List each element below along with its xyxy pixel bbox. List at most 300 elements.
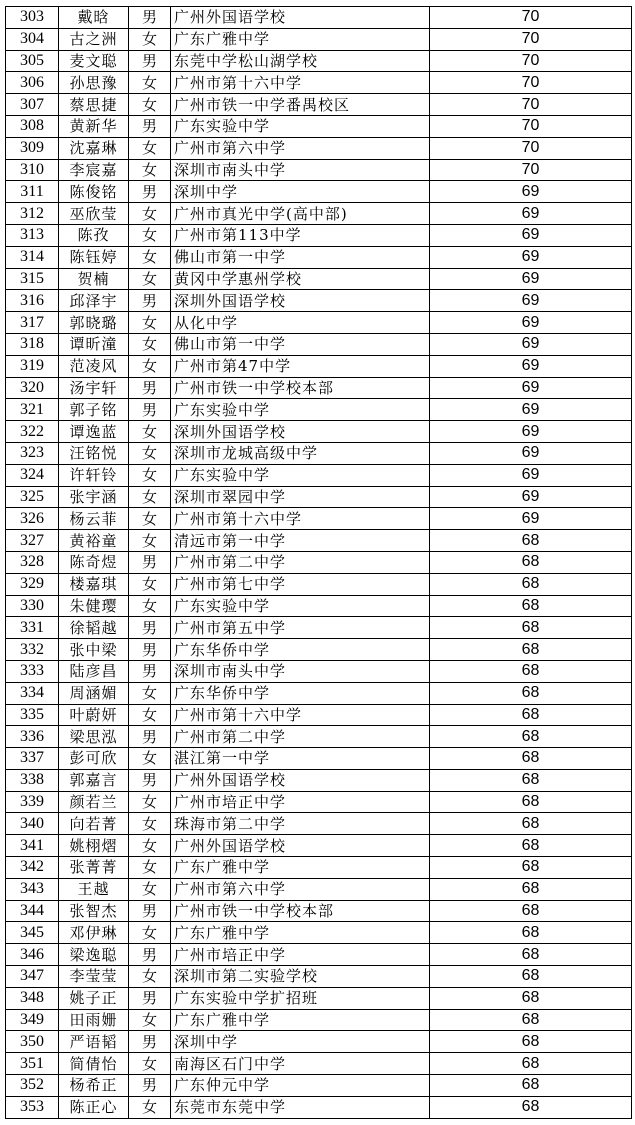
score-cell: 68: [430, 878, 632, 900]
student-name-cell: 古之洲: [59, 28, 129, 50]
school-cell: 深圳中学: [171, 1031, 430, 1053]
school-cell: 佛山市第一中学: [171, 246, 430, 268]
score-cell: 68: [430, 1031, 632, 1053]
table-row: [6, 704, 632, 726]
table-row: [6, 791, 632, 813]
rank-cell: 319: [6, 355, 59, 377]
table-row: [6, 595, 632, 617]
gender-cell: 女: [129, 203, 171, 225]
rank-cell: 308: [6, 115, 59, 137]
student-name-cell: 沈嘉琳: [59, 137, 129, 159]
rank-cell: 305: [6, 50, 59, 72]
table-row: [6, 900, 632, 922]
table-row: [6, 1096, 632, 1118]
rank-cell: 341: [6, 835, 59, 857]
student-name-cell: 朱健璎: [59, 595, 129, 617]
table-row: [6, 813, 632, 835]
student-name-cell: 向若菁: [59, 813, 129, 835]
table-row: [6, 987, 632, 1009]
gender-cell: 男: [129, 1031, 171, 1053]
table-row: [6, 159, 632, 181]
rank-cell: 324: [6, 464, 59, 486]
table-row: [6, 290, 632, 312]
school-cell: 广州市铁一中学番禺校区: [171, 94, 430, 116]
score-cell: 70: [430, 28, 632, 50]
student-name-cell: 蔡思捷: [59, 94, 129, 116]
table-row: [6, 1053, 632, 1075]
school-cell: 广州外国语学校: [171, 769, 430, 791]
gender-cell: 男: [129, 50, 171, 72]
rank-cell: 340: [6, 813, 59, 835]
school-cell: 广州市第113中学: [171, 224, 430, 246]
table-row: [6, 203, 632, 225]
score-cell: 68: [430, 573, 632, 595]
student-name-cell: 梁思泓: [59, 726, 129, 748]
score-cell: 68: [430, 617, 632, 639]
table-row: [6, 50, 632, 72]
rank-cell: 326: [6, 508, 59, 530]
rank-cell: 330: [6, 595, 59, 617]
rank-cell: 344: [6, 900, 59, 922]
student-name-cell: 黄裕童: [59, 530, 129, 552]
table-row: [6, 7, 632, 29]
table-row: [6, 333, 632, 355]
score-cell: 69: [430, 290, 632, 312]
table-row: [6, 399, 632, 421]
rank-cell: 310: [6, 159, 59, 181]
school-cell: 广州外国语学校: [171, 7, 430, 29]
rank-cell: 342: [6, 857, 59, 879]
student-name-cell: 姚子正: [59, 987, 129, 1009]
score-cell: 68: [430, 813, 632, 835]
school-cell: 珠海市第二中学: [171, 813, 430, 835]
rank-cell: 353: [6, 1096, 59, 1118]
table-row: [6, 377, 632, 399]
rank-cell: 343: [6, 878, 59, 900]
gender-cell: 男: [129, 900, 171, 922]
school-cell: 广东实验中学: [171, 399, 430, 421]
school-cell: 广东实验中学: [171, 464, 430, 486]
table-row: [6, 442, 632, 464]
rank-cell: 317: [6, 312, 59, 334]
school-cell: 湛江第一中学: [171, 748, 430, 770]
score-cell: 68: [430, 944, 632, 966]
school-cell: 广州市第七中学: [171, 573, 430, 595]
school-cell: 广东广雅中学: [171, 922, 430, 944]
score-cell: 69: [430, 464, 632, 486]
student-name-cell: 严语韬: [59, 1031, 129, 1053]
school-cell: 广州市培正中学: [171, 791, 430, 813]
student-name-cell: 彭可欣: [59, 748, 129, 770]
gender-cell: 男: [129, 769, 171, 791]
gender-cell: 女: [129, 246, 171, 268]
school-cell: 广州市第五中学: [171, 617, 430, 639]
rank-cell: 349: [6, 1009, 59, 1031]
rank-cell: 331: [6, 617, 59, 639]
student-name-cell: 陈孜: [59, 224, 129, 246]
rank-cell: 328: [6, 551, 59, 573]
school-cell: 东莞市东莞中学: [171, 1096, 430, 1118]
school-cell: 广东广雅中学: [171, 1009, 430, 1031]
school-cell: 深圳市第二实验学校: [171, 966, 430, 988]
score-cell: 69: [430, 333, 632, 355]
table-row: [6, 769, 632, 791]
gender-cell: 男: [129, 617, 171, 639]
student-name-cell: 张智杰: [59, 900, 129, 922]
table-row: [6, 464, 632, 486]
rank-cell: 314: [6, 246, 59, 268]
rank-cell: 323: [6, 442, 59, 464]
gender-cell: 男: [129, 115, 171, 137]
score-cell: 69: [430, 268, 632, 290]
score-cell: 68: [430, 769, 632, 791]
school-cell: 广州市第二中学: [171, 726, 430, 748]
gender-cell: 女: [129, 791, 171, 813]
school-cell: 广州市第二中学: [171, 551, 430, 573]
table-row: [6, 857, 632, 879]
gender-cell: 女: [129, 1009, 171, 1031]
rank-cell: 337: [6, 748, 59, 770]
score-cell: 68: [430, 639, 632, 661]
student-name-cell: 邱泽宇: [59, 290, 129, 312]
table-row: [6, 944, 632, 966]
score-cell: 70: [430, 115, 632, 137]
school-cell: 广州市培正中学: [171, 944, 430, 966]
gender-cell: 女: [129, 573, 171, 595]
table-row: [6, 137, 632, 159]
score-cell: 68: [430, 835, 632, 857]
student-name-cell: 杨云菲: [59, 508, 129, 530]
student-name-cell: 汤宇轩: [59, 377, 129, 399]
student-name-cell: 梁逸聪: [59, 944, 129, 966]
score-cell: 69: [430, 355, 632, 377]
student-name-cell: 谭逸蓝: [59, 421, 129, 443]
rank-cell: 352: [6, 1075, 59, 1097]
ranking-table: [5, 6, 632, 1119]
student-name-cell: 姚栩熠: [59, 835, 129, 857]
student-name-cell: 郭晓璐: [59, 312, 129, 334]
gender-cell: 女: [129, 442, 171, 464]
table-row: [6, 639, 632, 661]
student-name-cell: 黄新华: [59, 115, 129, 137]
school-cell: 深圳市南头中学: [171, 660, 430, 682]
score-cell: 68: [430, 748, 632, 770]
gender-cell: 男: [129, 290, 171, 312]
score-cell: 68: [430, 1096, 632, 1118]
student-name-cell: 陈钰婷: [59, 246, 129, 268]
school-cell: 深圳市龙城高级中学: [171, 442, 430, 464]
table-row: [6, 530, 632, 552]
table-row: [6, 421, 632, 443]
table-row: [6, 181, 632, 203]
score-cell: 70: [430, 94, 632, 116]
rank-cell: 347: [6, 966, 59, 988]
score-cell: 69: [430, 181, 632, 203]
score-cell: 70: [430, 7, 632, 29]
rank-cell: 304: [6, 28, 59, 50]
student-name-cell: 叶蔚妍: [59, 704, 129, 726]
table-row: [6, 1009, 632, 1031]
gender-cell: 男: [129, 660, 171, 682]
table-row: [6, 682, 632, 704]
table-row: [6, 355, 632, 377]
school-cell: 从化中学: [171, 312, 430, 334]
gender-cell: 女: [129, 421, 171, 443]
table-row: [6, 115, 632, 137]
score-cell: 69: [430, 224, 632, 246]
school-cell: 广东实验中学: [171, 115, 430, 137]
school-cell: 广东华侨中学: [171, 639, 430, 661]
score-cell: 70: [430, 72, 632, 94]
school-cell: 广州市第47中学: [171, 355, 430, 377]
table-row: [6, 72, 632, 94]
gender-cell: 女: [129, 813, 171, 835]
gender-cell: 女: [129, 1096, 171, 1118]
rank-cell: 321: [6, 399, 59, 421]
score-cell: 68: [430, 660, 632, 682]
gender-cell: 女: [129, 878, 171, 900]
student-name-cell: 邓伊琳: [59, 922, 129, 944]
rank-cell: 316: [6, 290, 59, 312]
student-name-cell: 张宇涵: [59, 486, 129, 508]
school-cell: 深圳外国语学校: [171, 421, 430, 443]
rank-cell: 350: [6, 1031, 59, 1053]
table-row: [6, 878, 632, 900]
rank-cell: 339: [6, 791, 59, 813]
gender-cell: 男: [129, 7, 171, 29]
student-name-cell: 周涵媚: [59, 682, 129, 704]
rank-cell: 303: [6, 7, 59, 29]
rank-cell: 351: [6, 1053, 59, 1075]
rank-cell: 346: [6, 944, 59, 966]
school-cell: 广州市铁一中学校本部: [171, 900, 430, 922]
gender-cell: 女: [129, 486, 171, 508]
school-cell: 广州市真光中学(高中部): [171, 203, 430, 225]
table-row: [6, 966, 632, 988]
gender-cell: 女: [129, 268, 171, 290]
table-row: [6, 486, 632, 508]
table-row: [6, 748, 632, 770]
student-name-cell: 郭子铭: [59, 399, 129, 421]
rank-cell: 332: [6, 639, 59, 661]
score-cell: 68: [430, 1075, 632, 1097]
score-cell: 68: [430, 857, 632, 879]
school-cell: 清远市第一中学: [171, 530, 430, 552]
gender-cell: 女: [129, 966, 171, 988]
student-name-cell: 王越: [59, 878, 129, 900]
student-name-cell: 郭嘉言: [59, 769, 129, 791]
rank-cell: 313: [6, 224, 59, 246]
rank-cell: 320: [6, 377, 59, 399]
student-name-cell: 陆彦昌: [59, 660, 129, 682]
school-cell: 广州市铁一中学校本部: [171, 377, 430, 399]
gender-cell: 男: [129, 944, 171, 966]
table-row: [6, 224, 632, 246]
student-name-cell: 贺楠: [59, 268, 129, 290]
score-cell: 68: [430, 682, 632, 704]
student-name-cell: 汪铭悦: [59, 442, 129, 464]
rank-cell: 318: [6, 333, 59, 355]
table-row: [6, 268, 632, 290]
score-cell: 68: [430, 530, 632, 552]
gender-cell: 男: [129, 1075, 171, 1097]
gender-cell: 男: [129, 726, 171, 748]
gender-cell: 男: [129, 181, 171, 203]
rank-cell: 348: [6, 987, 59, 1009]
gender-cell: 女: [129, 224, 171, 246]
gender-cell: 女: [129, 333, 171, 355]
school-cell: 深圳市翠园中学: [171, 486, 430, 508]
student-name-cell: 简倩怡: [59, 1053, 129, 1075]
table-row: [6, 312, 632, 334]
gender-cell: 男: [129, 987, 171, 1009]
gender-cell: 女: [129, 1053, 171, 1075]
gender-cell: 女: [129, 595, 171, 617]
table-row: [6, 551, 632, 573]
rank-cell: 338: [6, 769, 59, 791]
student-name-cell: 陈奇煜: [59, 551, 129, 573]
student-name-cell: 李莹莹: [59, 966, 129, 988]
student-name-cell: 田雨姗: [59, 1009, 129, 1031]
rank-cell: 307: [6, 94, 59, 116]
school-cell: 南海区石门中学: [171, 1053, 430, 1075]
school-cell: 广州市第六中学: [171, 137, 430, 159]
gender-cell: 女: [129, 748, 171, 770]
student-name-cell: 杨希正: [59, 1075, 129, 1097]
rank-cell: 309: [6, 137, 59, 159]
gender-cell: 男: [129, 377, 171, 399]
student-name-cell: 麦文聪: [59, 50, 129, 72]
rank-cell: 334: [6, 682, 59, 704]
gender-cell: 男: [129, 399, 171, 421]
student-name-cell: 戴晗: [59, 7, 129, 29]
score-cell: 69: [430, 486, 632, 508]
score-cell: 68: [430, 987, 632, 1009]
table-row: [6, 508, 632, 530]
student-name-cell: 楼嘉琪: [59, 573, 129, 595]
rank-cell: 333: [6, 660, 59, 682]
score-cell: 70: [430, 50, 632, 72]
student-name-cell: 张菁菁: [59, 857, 129, 879]
score-cell: 68: [430, 551, 632, 573]
gender-cell: 女: [129, 922, 171, 944]
score-cell: 68: [430, 922, 632, 944]
rank-cell: 322: [6, 421, 59, 443]
gender-cell: 女: [129, 159, 171, 181]
gender-cell: 女: [129, 682, 171, 704]
rank-cell: 325: [6, 486, 59, 508]
gender-cell: 女: [129, 137, 171, 159]
school-cell: 广东广雅中学: [171, 857, 430, 879]
score-cell: 69: [430, 312, 632, 334]
score-cell: 68: [430, 966, 632, 988]
score-cell: 69: [430, 377, 632, 399]
school-cell: 广东实验中学: [171, 595, 430, 617]
gender-cell: 女: [129, 312, 171, 334]
score-cell: 69: [430, 246, 632, 268]
score-cell: 69: [430, 399, 632, 421]
score-cell: 69: [430, 442, 632, 464]
rank-cell: 335: [6, 704, 59, 726]
score-cell: 68: [430, 1053, 632, 1075]
school-cell: 佛山市第一中学: [171, 333, 430, 355]
gender-cell: 女: [129, 857, 171, 879]
gender-cell: 女: [129, 464, 171, 486]
table-row: [6, 28, 632, 50]
school-cell: 深圳外国语学校: [171, 290, 430, 312]
student-name-cell: 孙思豫: [59, 72, 129, 94]
score-cell: 68: [430, 791, 632, 813]
school-cell: 广州市第十六中学: [171, 704, 430, 726]
table-row: [6, 660, 632, 682]
table-row: [6, 1075, 632, 1097]
rank-cell: 312: [6, 203, 59, 225]
table-row: [6, 246, 632, 268]
school-cell: 深圳中学: [171, 181, 430, 203]
school-cell: 广东实验中学扩招班: [171, 987, 430, 1009]
table-row: [6, 922, 632, 944]
school-cell: 东莞中学松山湖学校: [171, 50, 430, 72]
gender-cell: 女: [129, 704, 171, 726]
table-row: [6, 573, 632, 595]
student-name-cell: 巫欣莹: [59, 203, 129, 225]
rank-cell: 311: [6, 181, 59, 203]
table-row: [6, 617, 632, 639]
table-row: [6, 1031, 632, 1053]
student-name-cell: 陈俊铭: [59, 181, 129, 203]
table-row: [6, 835, 632, 857]
school-cell: 广州外国语学校: [171, 835, 430, 857]
school-cell: 广州市第十六中学: [171, 72, 430, 94]
gender-cell: 女: [129, 94, 171, 116]
gender-cell: 女: [129, 355, 171, 377]
student-name-cell: 谭昕潼: [59, 333, 129, 355]
rank-cell: 336: [6, 726, 59, 748]
gender-cell: 女: [129, 835, 171, 857]
student-name-cell: 李宸嘉: [59, 159, 129, 181]
table-row: [6, 726, 632, 748]
rank-cell: 329: [6, 573, 59, 595]
student-name-cell: 张中梁: [59, 639, 129, 661]
school-cell: 广东仲元中学: [171, 1075, 430, 1097]
score-cell: 69: [430, 203, 632, 225]
ranking-table-body: [6, 7, 632, 1119]
score-cell: 68: [430, 900, 632, 922]
gender-cell: 女: [129, 28, 171, 50]
school-cell: 广东华侨中学: [171, 682, 430, 704]
score-cell: 68: [430, 704, 632, 726]
student-name-cell: 陈正心: [59, 1096, 129, 1118]
gender-cell: 女: [129, 530, 171, 552]
student-name-cell: 范凌风: [59, 355, 129, 377]
school-cell: 广州市第六中学: [171, 878, 430, 900]
table-row: [6, 94, 632, 116]
gender-cell: 男: [129, 639, 171, 661]
gender-cell: 女: [129, 508, 171, 530]
rank-cell: 327: [6, 530, 59, 552]
school-cell: 广东广雅中学: [171, 28, 430, 50]
score-cell: 70: [430, 137, 632, 159]
rank-cell: 345: [6, 922, 59, 944]
rank-cell: 306: [6, 72, 59, 94]
score-cell: 68: [430, 726, 632, 748]
score-cell: 70: [430, 159, 632, 181]
school-cell: 广州市第十六中学: [171, 508, 430, 530]
school-cell: 黄冈中学惠州学校: [171, 268, 430, 290]
score-cell: 68: [430, 1009, 632, 1031]
rank-cell: 315: [6, 268, 59, 290]
student-name-cell: 颜若兰: [59, 791, 129, 813]
